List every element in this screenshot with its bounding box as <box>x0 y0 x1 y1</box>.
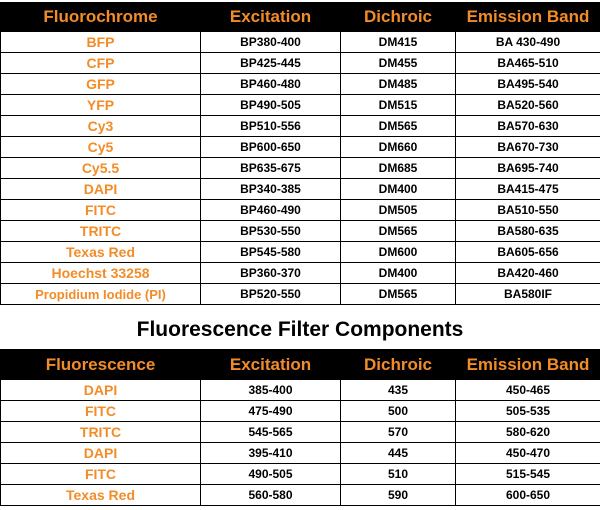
cell-dichroic: DM515 <box>341 95 456 116</box>
cell-dichroic: DM660 <box>341 137 456 158</box>
cell-emission: 505-535 <box>456 401 600 422</box>
cell-dichroic: 500 <box>341 401 456 422</box>
table-row <box>1 53 600 74</box>
table-row <box>1 74 600 95</box>
cell-emission: 515-545 <box>456 464 600 485</box>
fluorochrome-table <box>0 2 600 305</box>
cell-name: DAPI <box>1 179 201 200</box>
cell-dichroic: 590 <box>341 485 456 506</box>
table-header-row <box>1 3 600 32</box>
cell-emission: BA580-635 <box>456 221 600 242</box>
cell-name: FITC <box>1 464 201 485</box>
cell-dichroic: DM685 <box>341 158 456 179</box>
header-dichroic: Dichroic <box>341 3 456 32</box>
cell-name: TRITC <box>1 221 201 242</box>
cell-emission: BA465-510 <box>456 53 600 74</box>
cell-dichroic: 570 <box>341 422 456 443</box>
header-excitation: Excitation <box>201 3 341 32</box>
cell-dichroic: DM600 <box>341 242 456 263</box>
cell-excitation: BP360-370 <box>201 263 341 284</box>
cell-name: Texas Red <box>1 485 201 506</box>
cell-emission: BA510-550 <box>456 200 600 221</box>
cell-dichroic: DM565 <box>341 116 456 137</box>
section-title: Fluorescence Filter Components <box>136 318 464 341</box>
cell-dichroic: DM455 <box>341 53 456 74</box>
cell-emission: BA580IF <box>456 284 600 305</box>
cell-excitation: BP490-505 <box>201 95 341 116</box>
filter-components-table <box>0 349 600 506</box>
table-row <box>1 464 600 485</box>
cell-excitation: 545-565 <box>201 422 341 443</box>
table-row <box>1 263 600 284</box>
header-emission-band: Emission Band <box>456 350 600 380</box>
cell-name: GFP <box>1 74 201 95</box>
cell-excitation: BP380-400 <box>201 32 341 53</box>
cell-excitation: BP460-480 <box>201 74 341 95</box>
cell-emission: BA570-630 <box>456 116 600 137</box>
cell-dichroic: 435 <box>341 380 456 401</box>
cell-excitation: BP545-580 <box>201 242 341 263</box>
table-row <box>1 422 600 443</box>
cell-name: Cy3 <box>1 116 201 137</box>
cell-emission: BA495-540 <box>456 74 600 95</box>
cell-dichroic: DM565 <box>341 284 456 305</box>
table-row <box>1 95 600 116</box>
cell-emission: BA695-740 <box>456 158 600 179</box>
table-row <box>1 221 600 242</box>
cell-excitation: BP510-556 <box>201 116 341 137</box>
table-row <box>1 443 600 464</box>
cell-emission: 580-620 <box>456 422 600 443</box>
cell-excitation: 395-410 <box>201 443 341 464</box>
cell-emission: 450-470 <box>456 443 600 464</box>
cell-emission: BA420-460 <box>456 263 600 284</box>
cell-name: Cy5.5 <box>1 158 201 179</box>
cell-name: CFP <box>1 53 201 74</box>
cell-emission: BA520-560 <box>456 95 600 116</box>
table-row <box>1 179 600 200</box>
cell-dichroic: DM400 <box>341 179 456 200</box>
cell-name: DAPI <box>1 443 201 464</box>
header-fluorescence: Fluorescence <box>1 350 201 380</box>
cell-name: Texas Red <box>1 242 201 263</box>
cell-excitation: BP600-650 <box>201 137 341 158</box>
cell-emission: BA670-730 <box>456 137 600 158</box>
table-row <box>1 284 600 305</box>
header-emission-band: Emission Band <box>456 3 600 32</box>
cell-name: FITC <box>1 200 201 221</box>
cell-name: Cy5 <box>1 137 201 158</box>
table-row <box>1 242 600 263</box>
table-row <box>1 32 600 53</box>
cell-dichroic: 445 <box>341 443 456 464</box>
header-fluorochrome: Fluorochrome <box>1 3 201 32</box>
cell-dichroic: DM505 <box>341 200 456 221</box>
cell-emission: 450-465 <box>456 380 600 401</box>
cell-dichroic: DM485 <box>341 74 456 95</box>
header-dichroic: Dichroic <box>341 350 456 380</box>
cell-emission: BA415-475 <box>456 179 600 200</box>
table-header-row <box>1 350 600 380</box>
cell-excitation: BP635-675 <box>201 158 341 179</box>
cell-name: BFP <box>1 32 201 53</box>
table-row <box>1 116 600 137</box>
table-row <box>1 380 600 401</box>
cell-excitation: BP460-490 <box>201 200 341 221</box>
cell-emission: BA605-656 <box>456 242 600 263</box>
cell-excitation: 490-505 <box>201 464 341 485</box>
cell-name: Hoechst 33258 <box>1 263 201 284</box>
table-row <box>1 200 600 221</box>
cell-name: TRITC <box>1 422 201 443</box>
cell-excitation: 560-580 <box>201 485 341 506</box>
cell-dichroic: DM565 <box>341 221 456 242</box>
cell-excitation: BP520-550 <box>201 284 341 305</box>
table-row <box>1 401 600 422</box>
cell-excitation: 475-490 <box>201 401 341 422</box>
cell-excitation: BP530-550 <box>201 221 341 242</box>
table-row <box>1 485 600 506</box>
cell-dichroic: DM400 <box>341 263 456 284</box>
header-excitation: Excitation <box>201 350 341 380</box>
cell-excitation: 385-400 <box>201 380 341 401</box>
table-row <box>1 137 600 158</box>
cell-dichroic: 510 <box>341 464 456 485</box>
cell-dichroic: DM415 <box>341 32 456 53</box>
cell-name: YFP <box>1 95 201 116</box>
cell-excitation: BP425-445 <box>201 53 341 74</box>
cell-name: DAPI <box>1 380 201 401</box>
cell-emission: BA 430-490 <box>456 32 600 53</box>
cell-emission: 600-650 <box>456 485 600 506</box>
cell-excitation: BP340-385 <box>201 179 341 200</box>
cell-name: Propidium Iodide (PI) <box>1 284 201 305</box>
cell-name: FITC <box>1 401 201 422</box>
table-row <box>1 158 600 179</box>
